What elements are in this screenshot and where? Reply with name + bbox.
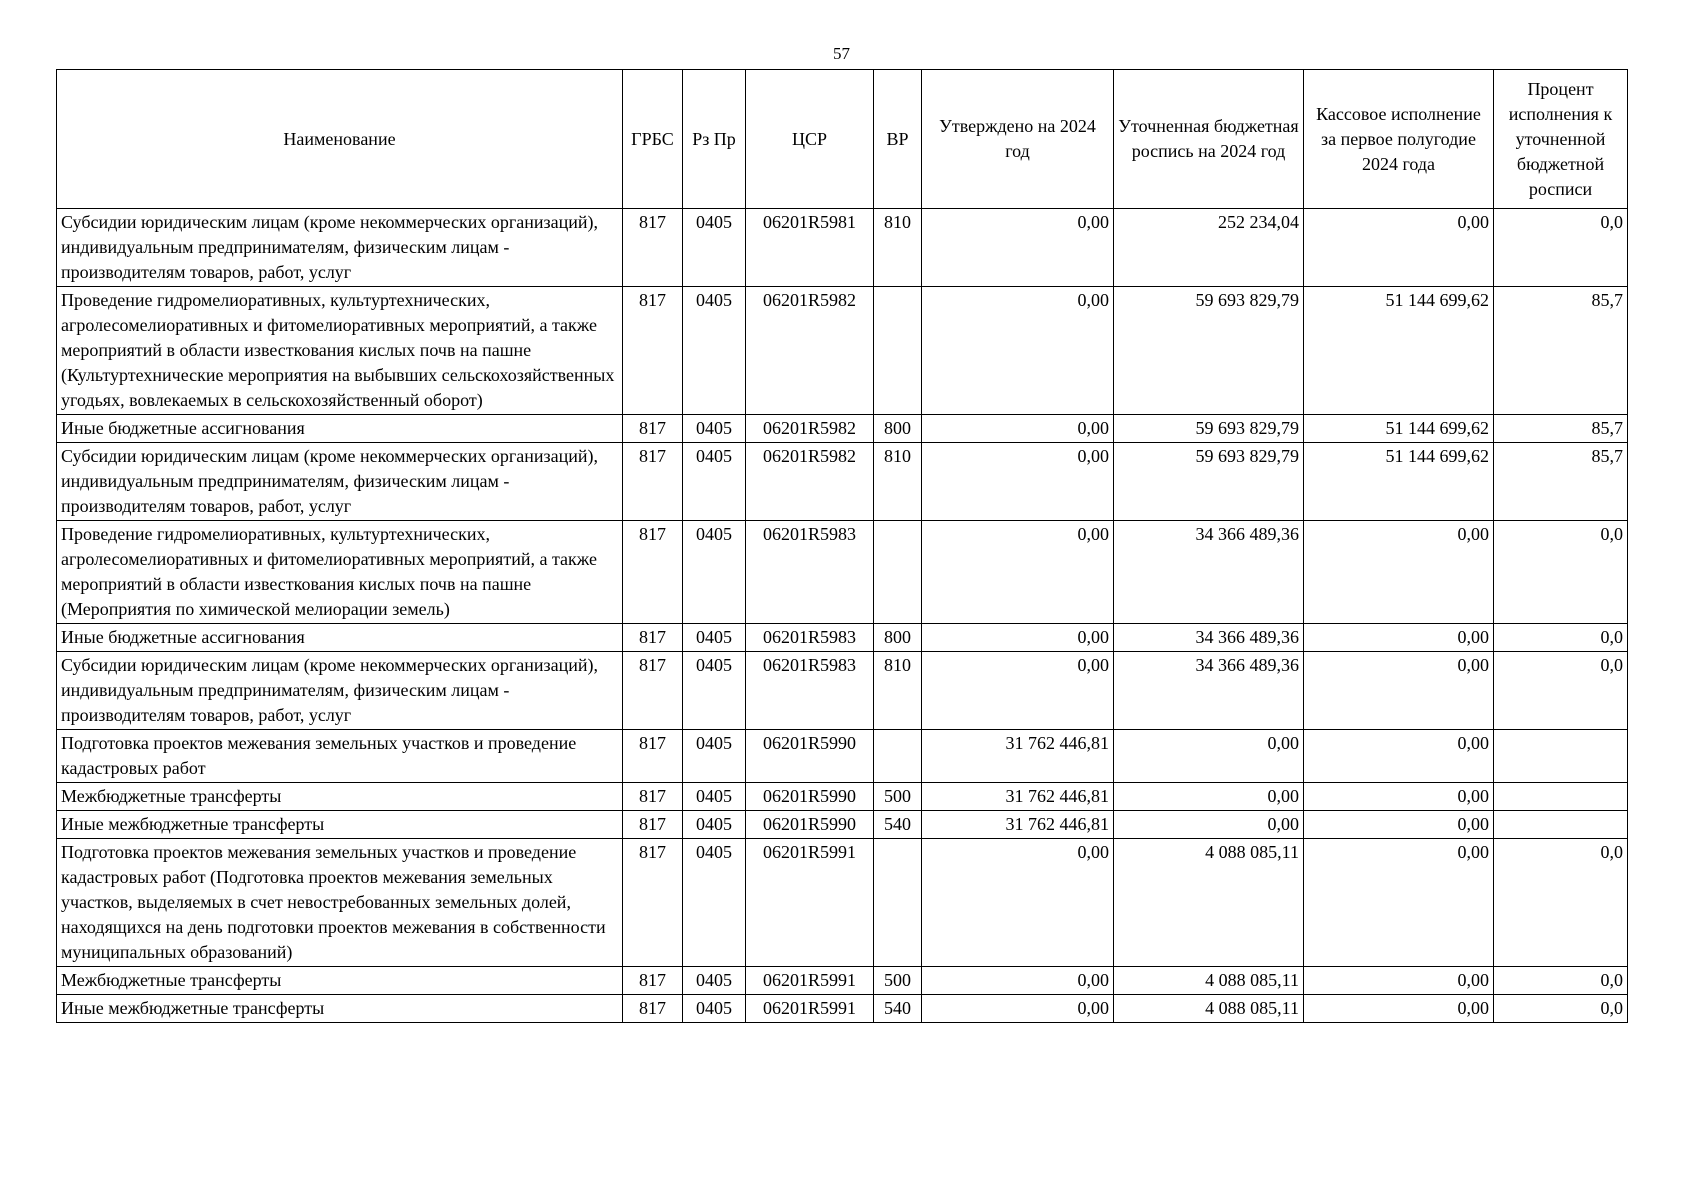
- row-refined: 34 366 489,36: [1114, 624, 1304, 652]
- table-row: [57, 652, 1628, 730]
- row-grbs: 817: [623, 967, 683, 995]
- row-grbs: 817: [623, 209, 683, 287]
- row-grbs: 817: [623, 652, 683, 730]
- header-cash: Кассовое исполнение за первое полугодие 2024 года: [1304, 70, 1494, 209]
- row-refined: 4 088 085,11: [1114, 995, 1304, 1023]
- row-refined: 0,00: [1114, 730, 1304, 783]
- row-refined: 4 088 085,11: [1114, 967, 1304, 995]
- row-csr: 06201R5990: [746, 783, 874, 811]
- table-row: [57, 730, 1628, 783]
- row-rzpr: 0405: [683, 995, 746, 1023]
- row-cash: 0,00: [1304, 839, 1494, 967]
- row-vr: 810: [874, 209, 922, 287]
- budget-table: [56, 69, 1628, 1023]
- row-vr: 500: [874, 783, 922, 811]
- row-grbs: 817: [623, 521, 683, 624]
- row-rzpr: 0405: [683, 652, 746, 730]
- row-refined: 34 366 489,36: [1114, 652, 1304, 730]
- row-csr: 06201R5990: [746, 811, 874, 839]
- row-vr: 540: [874, 811, 922, 839]
- row-vr: [874, 730, 922, 783]
- row-vr: [874, 521, 922, 624]
- row-percent: 0,0: [1494, 967, 1628, 995]
- table-row: [57, 415, 1628, 443]
- row-csr: 06201R5983: [746, 624, 874, 652]
- row-rzpr: 0405: [683, 209, 746, 287]
- row-grbs: 817: [623, 995, 683, 1023]
- row-approved: 31 762 446,81: [922, 811, 1114, 839]
- row-vr: 540: [874, 995, 922, 1023]
- row-name: Межбюджетные трансферты: [57, 967, 623, 995]
- row-percent: 85,7: [1494, 415, 1628, 443]
- row-rzpr: 0405: [683, 811, 746, 839]
- header-percent: Процент исполнения к уточненной бюджетной росписи: [1494, 70, 1628, 209]
- row-percent: 85,7: [1494, 443, 1628, 521]
- header-row: [57, 70, 1628, 209]
- row-vr: 500: [874, 967, 922, 995]
- row-grbs: 817: [623, 443, 683, 521]
- row-refined: 59 693 829,79: [1114, 415, 1304, 443]
- row-grbs: 817: [623, 811, 683, 839]
- row-name: Подготовка проектов межевания земельных участков и проведение кадастровых работ (Подготовка проектов межевания земельных участков, выделяемых в счет невостребованных земельных долей, находящихся на день подготовки проектов межевания в собственности муниципальных образований): [57, 839, 623, 967]
- row-cash: 51 144 699,62: [1304, 415, 1494, 443]
- row-refined: 34 366 489,36: [1114, 521, 1304, 624]
- page-number: 57: [833, 44, 850, 63]
- row-name: Субсидии юридическим лицам (кроме некоммерческих организаций), индивидуальным предпринимателям, физическим лицам - производителям товаров, работ, услуг: [57, 652, 623, 730]
- table-row: [57, 783, 1628, 811]
- row-percent: 0,0: [1494, 209, 1628, 287]
- row-vr: 810: [874, 443, 922, 521]
- row-grbs: 817: [623, 730, 683, 783]
- row-percent: 85,7: [1494, 287, 1628, 415]
- row-cash: 0,00: [1304, 209, 1494, 287]
- row-approved: 0,00: [922, 521, 1114, 624]
- row-cash: 0,00: [1304, 967, 1494, 995]
- header-vr: ВР: [874, 70, 922, 209]
- row-cash: 0,00: [1304, 811, 1494, 839]
- row-name: Иные бюджетные ассигнования: [57, 415, 623, 443]
- row-percent: 0,0: [1494, 839, 1628, 967]
- table-row: [57, 995, 1628, 1023]
- row-vr: [874, 287, 922, 415]
- row-grbs: 817: [623, 624, 683, 652]
- row-cash: 51 144 699,62: [1304, 443, 1494, 521]
- row-rzpr: 0405: [683, 783, 746, 811]
- row-rzpr: 0405: [683, 624, 746, 652]
- row-csr: 06201R5983: [746, 521, 874, 624]
- row-cash: 0,00: [1304, 783, 1494, 811]
- row-name: Иные межбюджетные трансферты: [57, 995, 623, 1023]
- table-row: [57, 443, 1628, 521]
- row-approved: 0,00: [922, 652, 1114, 730]
- row-csr: 06201R5982: [746, 287, 874, 415]
- row-approved: 0,00: [922, 209, 1114, 287]
- row-approved: 0,00: [922, 443, 1114, 521]
- row-percent: [1494, 783, 1628, 811]
- table-row: [57, 967, 1628, 995]
- row-approved: 0,00: [922, 995, 1114, 1023]
- row-percent: 0,0: [1494, 624, 1628, 652]
- row-vr: [874, 839, 922, 967]
- row-cash: 0,00: [1304, 521, 1494, 624]
- header-approved: Утверждено на 2024 год: [922, 70, 1114, 209]
- row-percent: [1494, 811, 1628, 839]
- table-row: [57, 521, 1628, 624]
- row-vr: 810: [874, 652, 922, 730]
- row-rzpr: 0405: [683, 521, 746, 624]
- table-header: [57, 70, 1628, 209]
- row-approved: 31 762 446,81: [922, 730, 1114, 783]
- row-grbs: 817: [623, 287, 683, 415]
- row-rzpr: 0405: [683, 287, 746, 415]
- row-name: Проведение гидромелиоративных, культуртехнических, агролесомелиоративных и фитомелиоративных мероприятий, а также мероприятий в области известкования кислых почв на пашне (Культуртехнические мероприятия на выбывших сельскохозяйственных угодьях, вовлекаемых в сельскохозяйственный оборот): [57, 287, 623, 415]
- row-rzpr: 0405: [683, 839, 746, 967]
- row-rzpr: 0405: [683, 443, 746, 521]
- header-grbs: ГРБС: [623, 70, 683, 209]
- row-approved: 0,00: [922, 415, 1114, 443]
- row-cash: 0,00: [1304, 995, 1494, 1023]
- row-percent: 0,0: [1494, 995, 1628, 1023]
- row-approved: 0,00: [922, 839, 1114, 967]
- row-name: Субсидии юридическим лицам (кроме некоммерческих организаций), индивидуальным предпринимателям, физическим лицам - производителям товаров, работ, услуг: [57, 443, 623, 521]
- table-row: [57, 811, 1628, 839]
- row-percent: [1494, 730, 1628, 783]
- row-cash: 0,00: [1304, 730, 1494, 783]
- row-cash: 51 144 699,62: [1304, 287, 1494, 415]
- table-row: [57, 209, 1628, 287]
- row-refined: 4 088 085,11: [1114, 839, 1304, 967]
- row-name: Иные бюджетные ассигнования: [57, 624, 623, 652]
- row-approved: 0,00: [922, 287, 1114, 415]
- row-cash: 0,00: [1304, 624, 1494, 652]
- row-approved: 0,00: [922, 967, 1114, 995]
- row-vr: 800: [874, 624, 922, 652]
- header-rzpr: Рз Пр: [683, 70, 746, 209]
- row-percent: 0,0: [1494, 652, 1628, 730]
- row-name: Иные межбюджетные трансферты: [57, 811, 623, 839]
- row-name: Субсидии юридическим лицам (кроме некоммерческих организаций), индивидуальным предпринимателям, физическим лицам - производителям товаров, работ, услуг: [57, 209, 623, 287]
- row-name: Подготовка проектов межевания земельных участков и проведение кадастровых работ: [57, 730, 623, 783]
- row-name: Межбюджетные трансферты: [57, 783, 623, 811]
- row-refined: 59 693 829,79: [1114, 443, 1304, 521]
- row-refined: 252 234,04: [1114, 209, 1304, 287]
- row-approved: 31 762 446,81: [922, 783, 1114, 811]
- table-row: [57, 839, 1628, 967]
- row-grbs: 817: [623, 415, 683, 443]
- row-rzpr: 0405: [683, 967, 746, 995]
- row-rzpr: 0405: [683, 730, 746, 783]
- row-refined: 59 693 829,79: [1114, 287, 1304, 415]
- row-approved: 0,00: [922, 624, 1114, 652]
- row-csr: 06201R5990: [746, 730, 874, 783]
- row-grbs: 817: [623, 783, 683, 811]
- header-name: Наименование: [57, 70, 623, 209]
- row-rzpr: 0405: [683, 415, 746, 443]
- row-csr: 06201R5991: [746, 839, 874, 967]
- row-cash: 0,00: [1304, 652, 1494, 730]
- header-csr: ЦСР: [746, 70, 874, 209]
- row-vr: 800: [874, 415, 922, 443]
- header-refined: Уточненная бюджетная роспись на 2024 год: [1114, 70, 1304, 209]
- row-csr: 06201R5991: [746, 967, 874, 995]
- row-csr: 06201R5982: [746, 443, 874, 521]
- row-csr: 06201R5981: [746, 209, 874, 287]
- row-refined: 0,00: [1114, 783, 1304, 811]
- table-body: [57, 209, 1628, 1023]
- row-grbs: 817: [623, 839, 683, 967]
- row-refined: 0,00: [1114, 811, 1304, 839]
- row-csr: 06201R5982: [746, 415, 874, 443]
- row-percent: 0,0: [1494, 521, 1628, 624]
- table-row: [57, 624, 1628, 652]
- row-csr: 06201R5983: [746, 652, 874, 730]
- table-row: [57, 287, 1628, 415]
- row-name: Проведение гидромелиоративных, культуртехнических, агролесомелиоративных и фитомелиоративных мероприятий, а также мероприятий в области известкования кислых почв на пашне (Мероприятия по химической мелиорации земель): [57, 521, 623, 624]
- row-csr: 06201R5991: [746, 995, 874, 1023]
